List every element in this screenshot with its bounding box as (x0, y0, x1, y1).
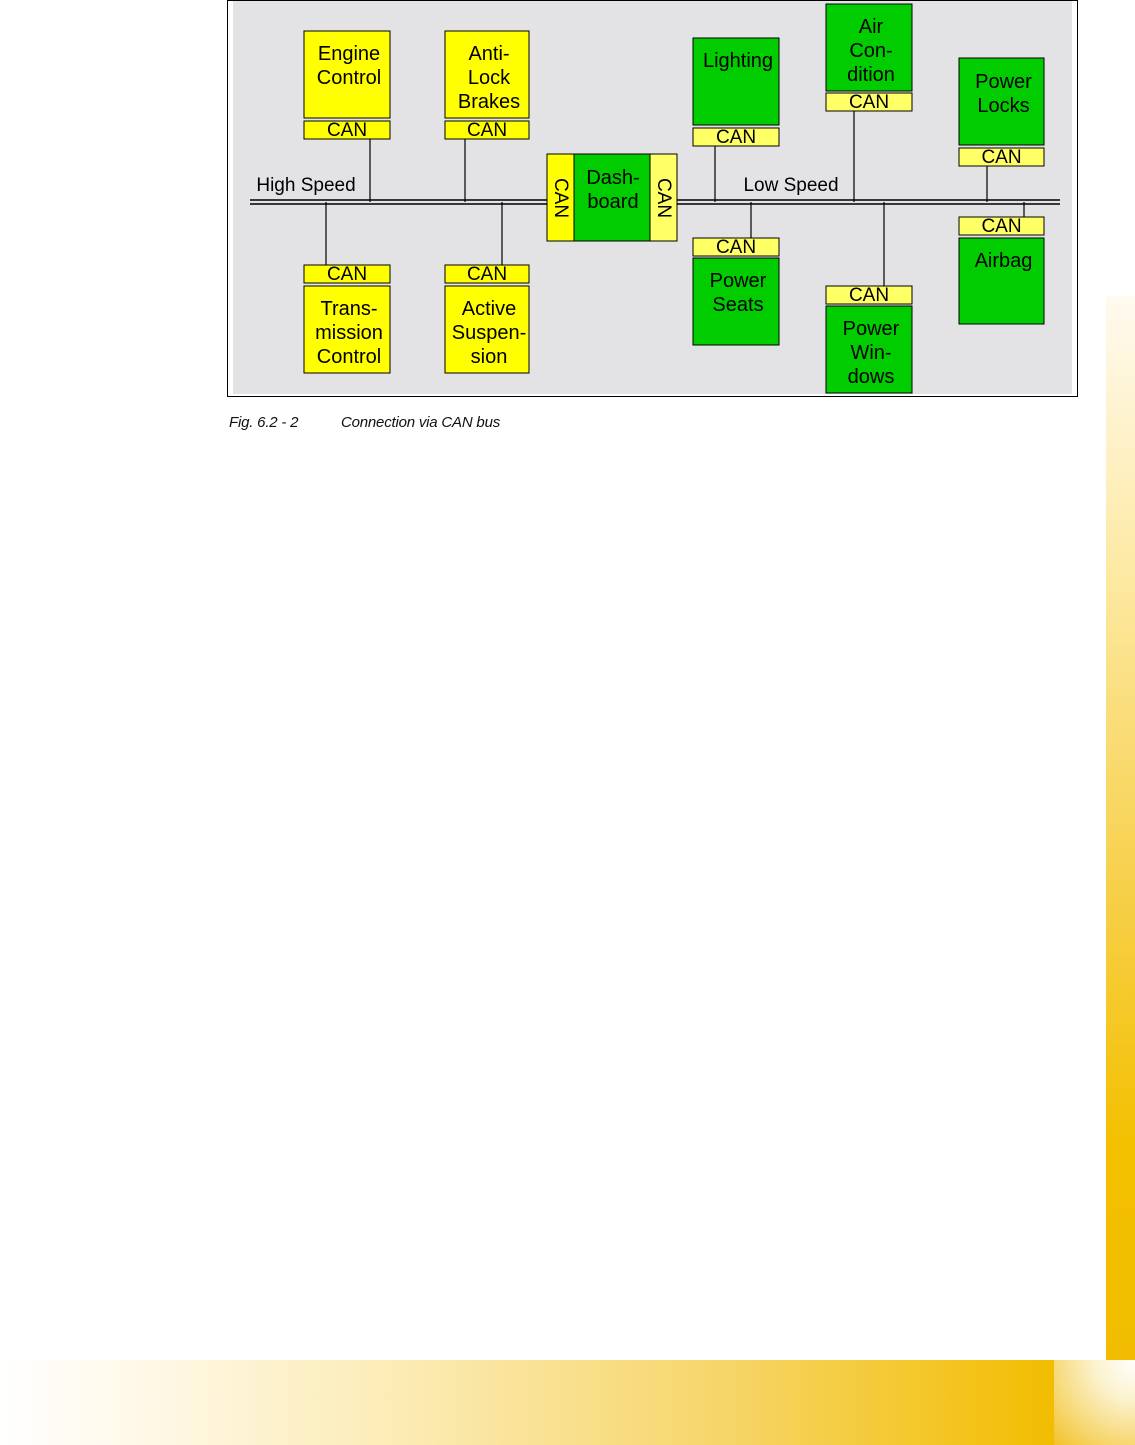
active-suspension-label-line: Active (461, 298, 517, 320)
power-windows-can-label: CAN (848, 285, 890, 306)
power-locks-label-line: Power (975, 71, 1032, 93)
airbag-label-line: Airbag (974, 250, 1033, 272)
dashboard-can-left-label: CAN (549, 177, 571, 219)
power-windows-label-line: dows (847, 366, 895, 388)
power-windows-label-line: Power (842, 318, 900, 340)
engine-control-label-line: Control (316, 67, 382, 89)
air-condition-can-label: CAN (848, 92, 890, 113)
power-seats-can-label: CAN (715, 237, 757, 258)
dashboard-can-right-label: CAN (652, 177, 674, 219)
airbag-can-label: CAN (981, 216, 1022, 237)
power-seats-label-line: Seats (712, 294, 764, 316)
power-seats-label-line: Power (709, 270, 767, 292)
power-locks-can-label: CAN (981, 147, 1022, 168)
engine-control-can-label: CAN (326, 120, 368, 141)
anti-lock-brakes-can-label: CAN (466, 120, 508, 141)
transmission-control-label-line: Trans- (320, 298, 378, 320)
active-suspension-label-line: Suspen- (451, 322, 527, 344)
transmission-control-label-line: Control (316, 346, 382, 368)
figure-caption: Connection via CAN bus (341, 414, 501, 431)
decorative-bottom-band (0, 1360, 1054, 1445)
air-condition-label-line: Con- (849, 40, 893, 62)
dashboard-label-line: Dash- (586, 167, 640, 189)
bus-label-high-speed: High Speed (256, 175, 356, 196)
transmission-control-label-line: mission (315, 322, 383, 344)
can-bus-diagram (0, 0, 1135, 400)
engine-control-label-line: Engine (317, 43, 381, 65)
decorative-corner (1054, 1360, 1135, 1445)
lighting-label-line: Lighting (702, 50, 774, 72)
power-locks-label-line: Locks (977, 95, 1030, 117)
active-suspension-label-line: sion (470, 346, 508, 368)
anti-lock-brakes-label-line: Anti- (468, 43, 510, 65)
anti-lock-brakes-label-line: Brakes (457, 91, 521, 113)
lighting-can-label: CAN (715, 127, 757, 148)
figure-number: Fig. 6.2 - 2 (229, 414, 299, 431)
air-condition-label-line: Air (858, 16, 884, 38)
power-windows-label-line: Win- (850, 342, 892, 364)
air-condition-label-line: dition (847, 64, 895, 86)
active-suspension-can-label: CAN (466, 264, 508, 285)
transmission-control-can-label: CAN (326, 264, 368, 285)
decorative-side-band (1106, 296, 1135, 1360)
bus-label-low-speed: Low Speed (743, 175, 839, 196)
dashboard-label-line: board (587, 191, 639, 213)
anti-lock-brakes-label-line: Lock (467, 67, 511, 89)
